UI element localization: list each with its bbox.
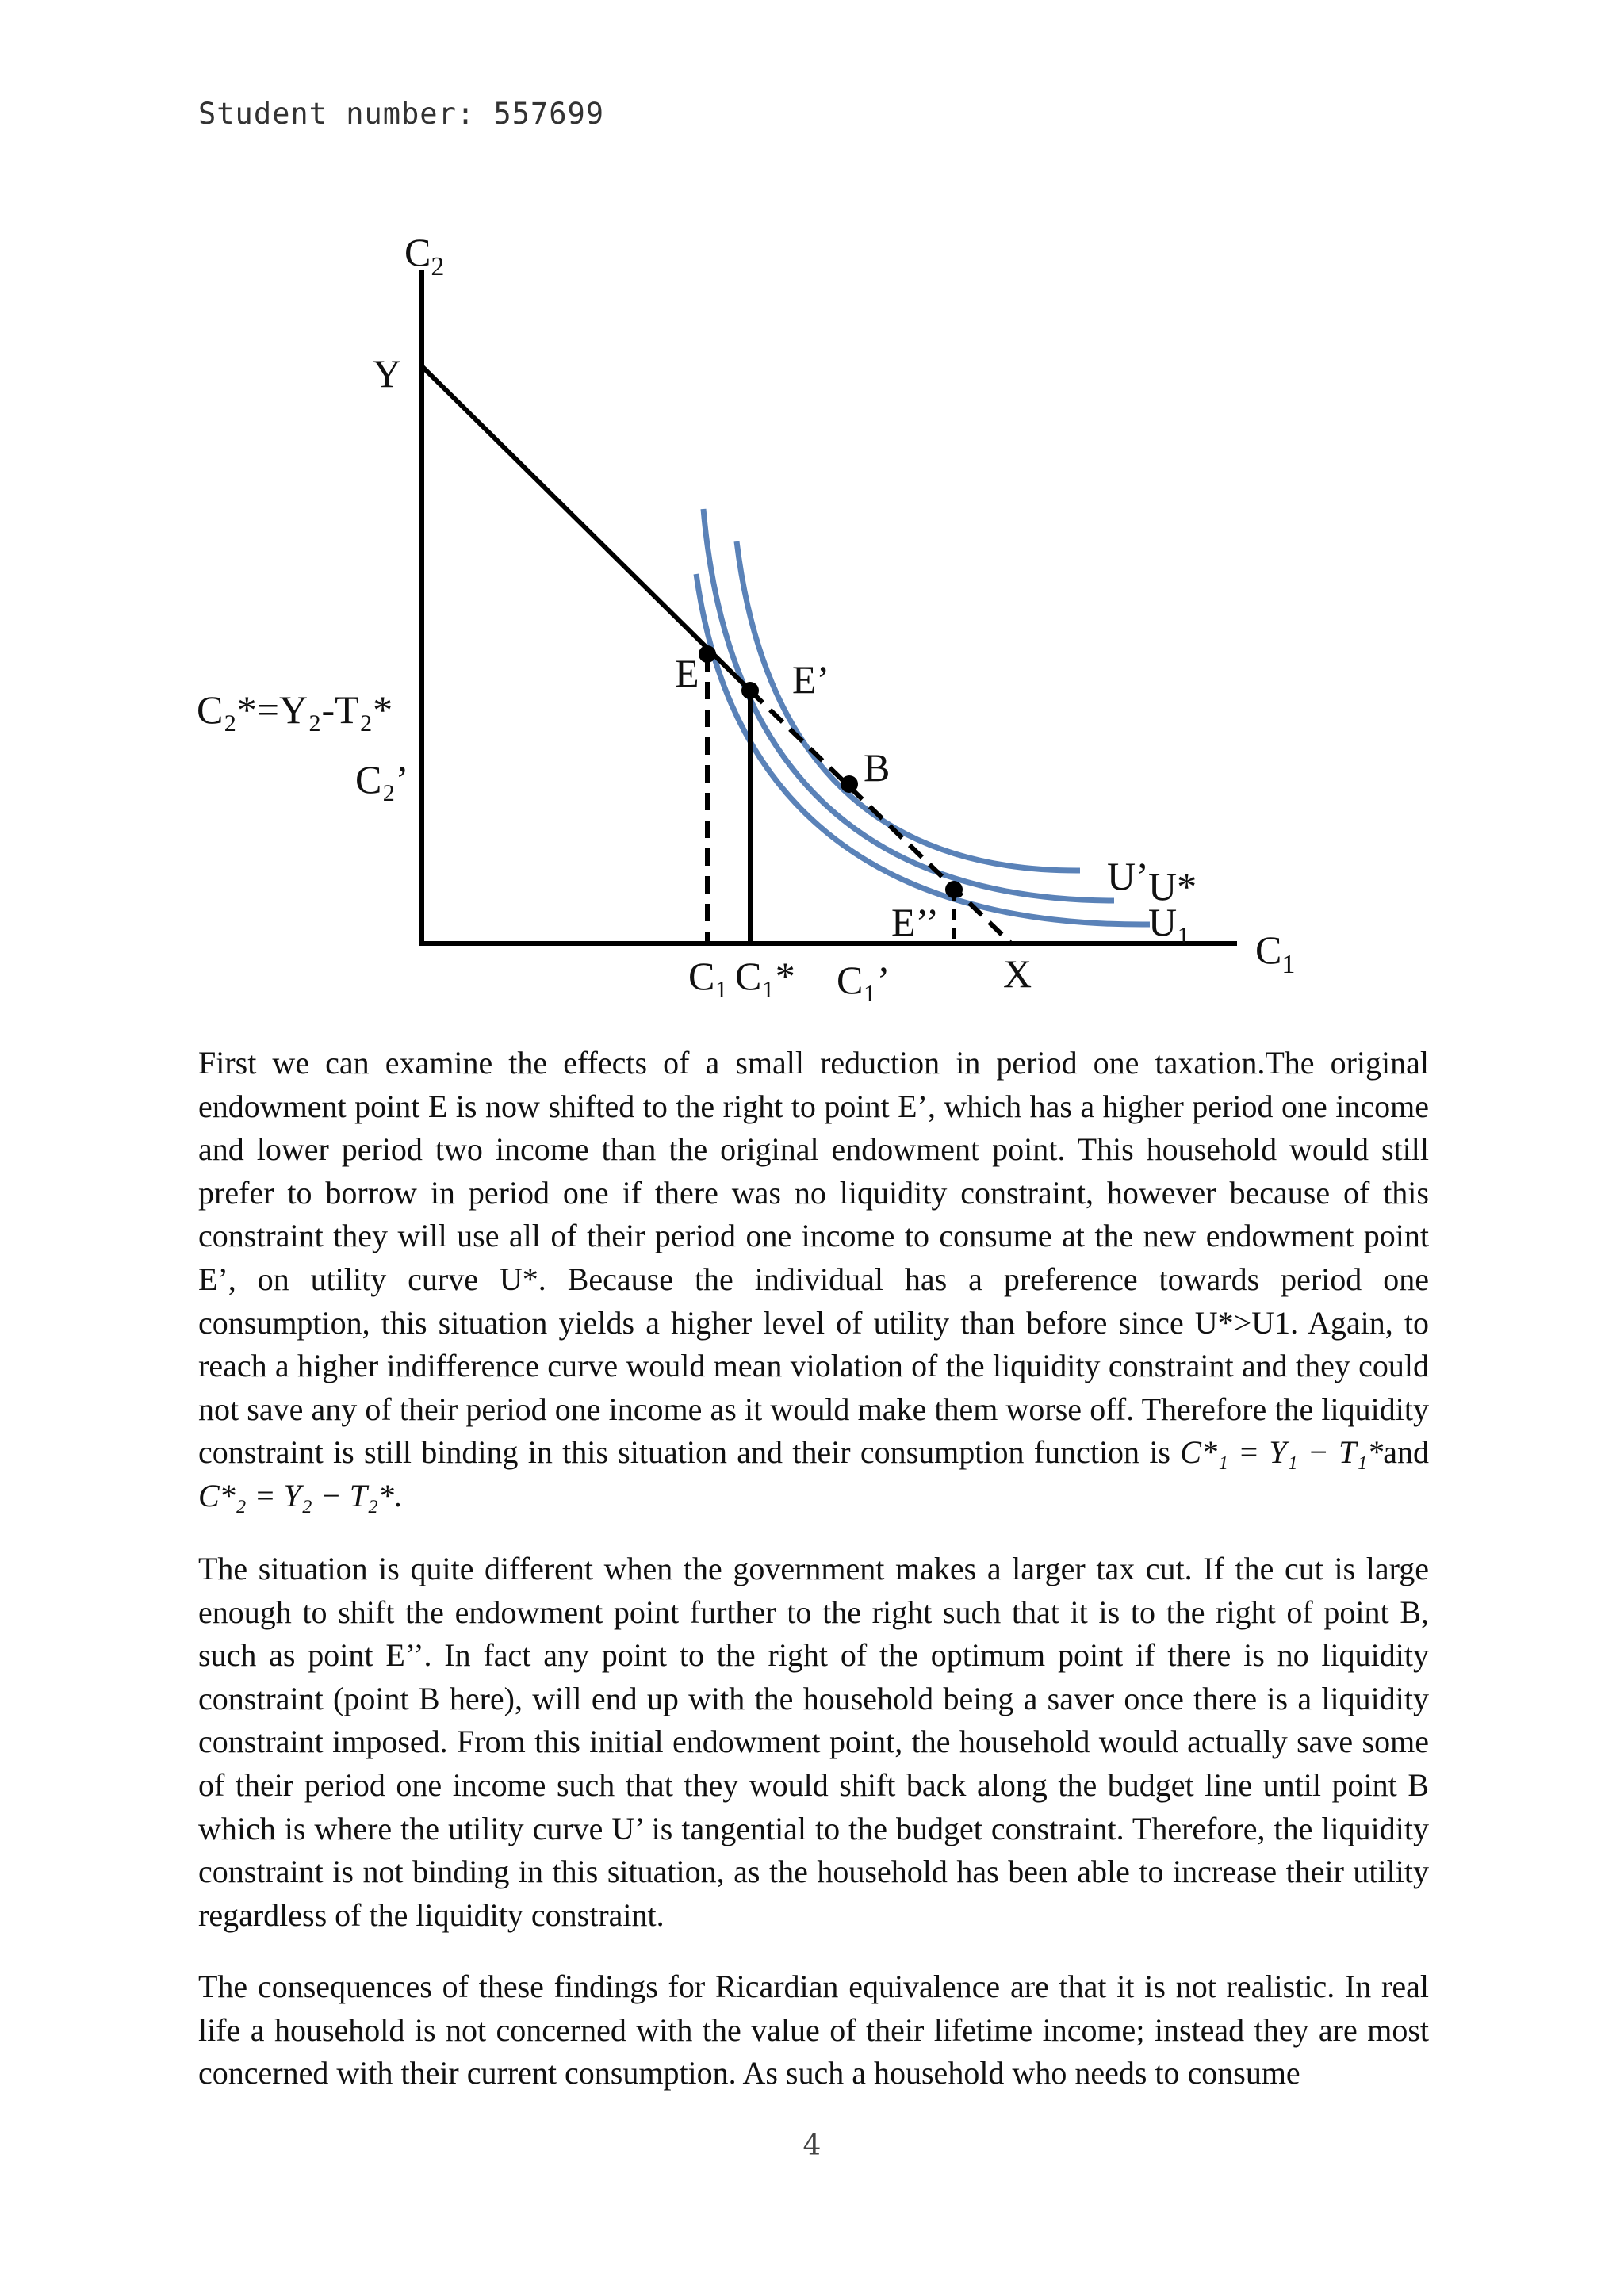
tick-label-c1-star: C₁* [735,954,795,998]
indifference-curve-u1 [696,574,1150,924]
formula-connector: and [1383,1434,1429,1471]
budget-line [422,366,750,691]
point-e-double-prime-label: E’’ [891,900,940,944]
point-e-label: E [675,651,699,695]
student-number-header: Student number: 557699 [198,97,605,131]
x-intercept-label: X [1003,951,1032,996]
formula-c2-star: C*₂ = Y₂ − T₂* [198,1477,394,1513]
paragraph-small-tax-cut [198,1042,1429,1518]
paragraph-large-tax-cut: The situation is quite different when the government makes a larger tax cut. If the cut is large enough to shift the endowment point further to the right such that it is to the right of point B, such as point E’’. In fact any point to the right of the optimum point if there is no liquidity constraint (point B here), will end up with the household being a saver once there is a liquidity constraint imposed. From this initial endowment point, the household would actually save some of their period one income such that they would shift back along the budget line until point B which is where the utility curve U’ is tangential to the budget constraint. Therefore, the liquidity constraint is not binding in this situation, as the household has been able to increase their utility regardless of the liquidity constraint. [198,1551,1429,1933]
c2-prime-label: C₂’ [355,757,409,802]
paragraph-end: . [393,1477,402,1513]
point-e-prime-marker [741,682,759,699]
point-e-double-prime-marker [945,881,963,898]
indifference-curve-u-prime [737,541,1080,871]
curve-u-prime-label: U’ [1107,854,1149,898]
curve-u-star-label: U* [1148,864,1197,909]
paragraph-text: First we can examine the effects of a small reduction in period one taxation.The original endowment point E is now shifted to the right to point E’, which has a higher period one income and lower period two income than the original endowment point. This household would still prefer to borrow in period one if there was no liquidity constraint, however because of this constraint they will use all of their period one income to consume at the new endowment point E’, on utility curve U*. Because the individual has a preference towards period one consumption, this situation yields a higher level of utility than before since U*>U1. Again, to reach a higher indifference curve would mean violation of the liquidity constraint and they could not save any of their period one income as it would make them worse off. Therefore the liquidity constraint is still binding in this situation and their consumption function is [198,1045,1429,1471]
tick-label-c1: C₁ [688,954,729,998]
y-axis-label: $C_2$ [404,230,445,281]
tick-label-c1-prime: C₁’ [837,958,891,1002]
curve-u1-label: U₁ [1148,900,1191,944]
intertemporal-budget-diagram [0,0,1624,1031]
paragraph-ricardian-equivalence: The consequences of these findings for Ricardian equivalence are that it is not realistic. In real life a household is not concerned with the value of their lifetime income; instead they are most concerned with their current consumption. As such a household who needs to consume [198,1969,1429,2091]
indifference-curve-u-star [703,509,1114,901]
point-b-label: B [864,745,891,790]
x-axis-label: $C_1$ [1255,928,1296,979]
point-e-marker [699,645,716,663]
point-b-marker [841,775,858,793]
c2-star-label: C₂*=Y₂-T₂* [197,687,393,732]
page-number: 4 [802,2130,822,2162]
budget-line-dashed [750,691,1011,943]
y-intercept-label: Y [373,351,402,396]
point-e-prime-label: E’ [792,657,830,702]
formula-c1-star: C*₁ = Y₁ − T₁* [1180,1434,1384,1471]
